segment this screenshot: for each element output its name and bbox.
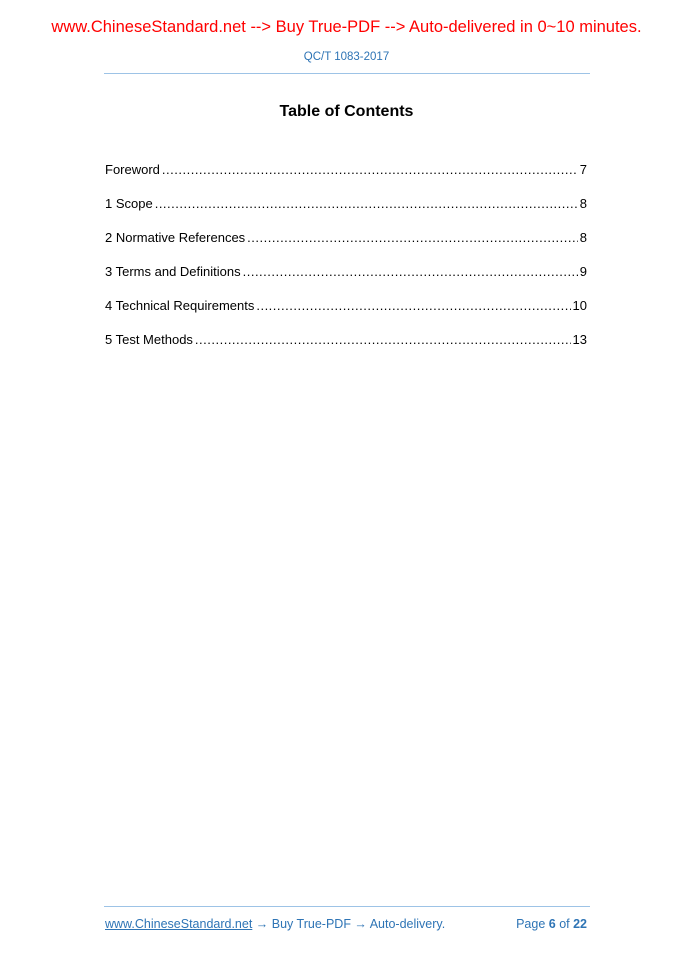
toc-entry-label: 3 Terms and Definitions <box>105 264 241 279</box>
page-prefix: Page <box>516 917 549 931</box>
toc-entry-technical-requirements[interactable] <box>105 298 587 332</box>
footer-promo-text: Auto-delivery. <box>369 917 446 931</box>
current-page-number: 6 <box>548 917 556 931</box>
toc-entry-page: 8 <box>579 196 587 211</box>
arrow-right-icon: → <box>350 917 370 931</box>
toc-list <box>105 162 587 366</box>
page-indicator <box>516 917 587 931</box>
toc-entry-page: 8 <box>579 230 587 245</box>
toc-entry-label: 4 Technical Requirements <box>105 298 255 313</box>
toc-entry-page: 9 <box>579 264 587 279</box>
header-divider <box>104 73 590 74</box>
toc-entry-foreword[interactable] <box>105 162 587 196</box>
toc-leader-dots <box>155 196 578 211</box>
toc-leader-dots <box>247 230 578 245</box>
toc-leader-dots <box>256 298 570 313</box>
toc-entry-scope[interactable] <box>105 196 587 230</box>
toc-leader-dots <box>162 162 578 177</box>
total-page-count: 22 <box>573 917 587 931</box>
footer-promo-text: Buy True-PDF <box>271 917 351 931</box>
document-code: QC/T 1083-2017 <box>303 51 390 63</box>
footer-site-link[interactable]: www.ChineseStandard.net <box>105 917 253 931</box>
toc-entry-label: 1 Scope <box>105 196 153 211</box>
toc-title: Table of Contents <box>279 103 414 120</box>
footer-divider <box>104 906 590 907</box>
footer-promo <box>105 917 445 931</box>
toc-entry-label: 2 Normative References <box>105 230 246 245</box>
page-separator: of <box>555 917 574 931</box>
promo-banner[interactable]: www.ChineseStandard.net --> Buy True-PDF --> Auto-delivered in 0~10 minutes. <box>51 18 642 36</box>
toc-entry-page: 7 <box>579 162 587 177</box>
toc-leader-dots <box>195 332 571 347</box>
toc-entry-page: 10 <box>572 298 587 313</box>
toc-leader-dots <box>243 264 578 279</box>
toc-entry-page: 13 <box>572 332 587 347</box>
toc-entry-label: 5 Test Methods <box>105 332 193 347</box>
toc-entry-terms-definitions[interactable] <box>105 264 587 298</box>
toc-entry-test-methods[interactable] <box>105 332 587 366</box>
arrow-right-icon: → <box>252 917 272 931</box>
page-footer <box>105 917 587 931</box>
toc-entry-normative-references[interactable] <box>105 230 587 264</box>
toc-entry-label: Foreword <box>105 162 160 177</box>
